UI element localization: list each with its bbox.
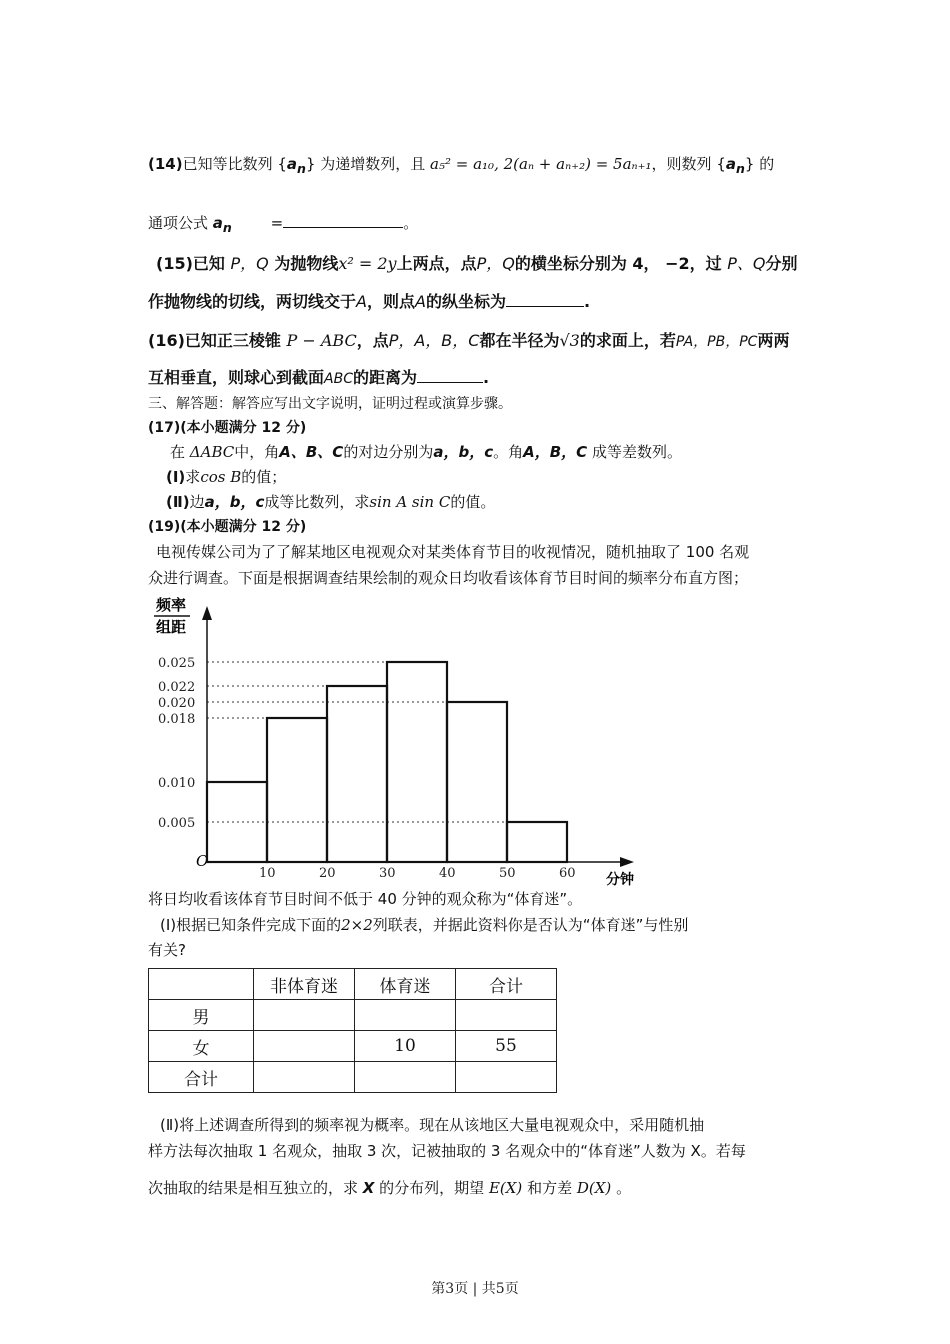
q16-text3: 都在半径为	[479, 331, 560, 350]
section-3-heading: 三、解答题：解答应写出文字说明，证明过程或演算步骤。	[148, 396, 512, 412]
q14-line2-prefix: 通项公式	[148, 214, 209, 232]
q19-part2-line3	[148, 1177, 631, 1198]
q17-header: (17)(本小题满分 12 分)	[148, 420, 307, 436]
x-axis-label: 分钟	[606, 872, 634, 888]
origin-label: O	[196, 852, 209, 870]
q15-A: A	[356, 292, 367, 311]
q17-p1-t2: 的值；	[241, 468, 287, 486]
table-header-row	[149, 969, 557, 1000]
contingency-table	[148, 968, 557, 1093]
y-label-top: 频率	[156, 596, 187, 614]
y-tick-label: 0.022	[158, 680, 196, 695]
q14-text1: 已知等比数列 {	[182, 155, 287, 173]
table-header-cell: 合计	[456, 969, 557, 1000]
q17-t1: 在	[170, 443, 186, 461]
y-tick-label: 0.020	[158, 696, 196, 711]
q16-end: .	[483, 368, 490, 387]
q16-text1: 已知正三棱锥	[184, 331, 281, 350]
q17-p2-t3: 的值。	[450, 493, 496, 511]
q19-p2-t3: 和方差	[527, 1179, 573, 1197]
table-cell[interactable]	[456, 1062, 557, 1093]
q16-sqrt3: √3	[559, 331, 580, 350]
q19-intro-2: 众进行调查。下面是根据调查结果绘制的观众日均收看该体育节目时间的频率分布直方图；	[148, 569, 749, 587]
q17-p2-t1: 边	[189, 493, 205, 511]
q19-definition: 将日均收看该体育节目时间不低于 40 分钟的观众称为“体育迷”。	[148, 890, 583, 908]
q15-line2	[148, 289, 590, 312]
table-header-cell: 体育迷	[355, 969, 456, 1000]
q14-end: 。	[403, 214, 419, 232]
q14-an-sub-3: n	[222, 220, 232, 235]
q19-part2-line1: (Ⅱ)将上述调查所得到的频率视为概率。现在从该地区大量电视观众中，采用随机抽	[160, 1116, 705, 1134]
q15-A-2: A	[414, 292, 426, 311]
q17-t5: 成等差数列。	[591, 443, 682, 461]
q19-p2-t2: 的分布列，期望	[379, 1179, 485, 1197]
table-cell[interactable]	[254, 1000, 355, 1031]
y-tick-label: 0.025	[158, 656, 196, 671]
q14-an-2: a	[725, 155, 736, 173]
row-label-female: 女	[149, 1031, 254, 1062]
q19-2x2: 2×2	[341, 916, 373, 934]
q15-pq-3: P、Q	[727, 254, 766, 273]
histogram-bar	[267, 718, 327, 862]
histogram-bar	[447, 702, 507, 862]
table-cell: 55	[456, 1031, 557, 1062]
q17-p2-sides: a，b，c	[204, 493, 265, 511]
q16-label: (16)	[148, 331, 185, 350]
q16-edges: PA，PB，PC	[675, 334, 758, 350]
q19-x: X	[362, 1179, 375, 1197]
x-tick-label: 60	[559, 866, 576, 881]
q15-text4: 的横坐标分别为 4， −2，过	[514, 254, 722, 273]
q19-expectation: E(X)	[488, 1179, 523, 1197]
q14-line1	[148, 153, 774, 176]
row-label-male: 男	[149, 1000, 254, 1031]
q16-line2a: 互相垂直，则球心到截面	[148, 368, 325, 387]
table-header-cell: 非体育迷	[254, 969, 355, 1000]
x-tick-label: 30	[379, 866, 396, 881]
q17-t2: 中，角	[234, 443, 280, 461]
q14-an: a	[286, 155, 298, 173]
q15-label: (15)	[156, 254, 193, 273]
q16-line2b: 的距离为	[352, 368, 417, 387]
q17-cosb: cos B	[200, 468, 242, 486]
y-tick-label: 0.005	[158, 816, 196, 831]
q14-text2: } 为递增数列，且	[305, 155, 426, 173]
q19-p1-t1: (Ⅰ)根据已知条件完成下面的	[160, 916, 342, 934]
q16-text2: ，点	[356, 331, 389, 350]
q19-part1-line1	[160, 914, 688, 935]
y-axis-arrow	[202, 606, 212, 620]
answer-blank-16[interactable]	[417, 368, 483, 383]
q17-p2-t2: 成等比数列，求	[264, 493, 370, 511]
y-label-bottom: 组距	[156, 618, 187, 636]
q19-part1-line2: 有关?	[148, 941, 186, 959]
q17-part2	[166, 491, 495, 512]
q19-variance: D(X)	[576, 1179, 612, 1197]
y-tick-label: 0.010	[158, 776, 196, 791]
q15-line1	[156, 251, 798, 274]
table-row	[149, 1031, 557, 1062]
q16-pabc: P − ABC	[286, 331, 357, 350]
answer-blank-14[interactable]	[283, 213, 403, 228]
q16-pts: P，A，B，C	[388, 331, 480, 350]
q16-text4: 的求面上，若	[579, 331, 676, 350]
frequency-histogram	[150, 594, 640, 892]
q15-pq-2: P，Q	[476, 254, 515, 273]
table-cell[interactable]	[254, 1062, 355, 1093]
q15-parabola: x² = 2y	[338, 254, 397, 273]
q14-line2	[148, 212, 418, 235]
q15-line2b: ，则点	[366, 292, 415, 311]
histogram-bar	[327, 686, 387, 862]
answer-blank-15[interactable]	[506, 292, 584, 307]
histogram-bar	[507, 822, 567, 862]
q14-an-sub: n	[297, 161, 306, 176]
x-tick-label: 10	[259, 866, 276, 881]
q14-an-3: a	[212, 214, 223, 232]
q19-p2-end: 。	[616, 1179, 632, 1197]
q17-p1-label: (Ⅰ)	[166, 468, 186, 486]
table-cell[interactable]	[254, 1031, 355, 1062]
q19-p1-t2: 列联表，并据此资料你是否认为“体育迷”与性别	[372, 916, 689, 934]
row-label-total: 合计	[149, 1062, 254, 1093]
q19-p2-t1: 次抽取的结果是相互独立的，求	[148, 1179, 359, 1197]
q15-line2a: 作抛物线的切线，两切线交于	[148, 292, 357, 311]
q17-stem	[170, 441, 682, 462]
q17-triangle: ΔABC	[189, 443, 235, 461]
q17-t4: 。角	[493, 443, 524, 461]
table-cell[interactable]	[456, 1000, 557, 1031]
q15-text2: 为抛物线	[274, 254, 339, 273]
q15-text5: 分别	[765, 254, 798, 273]
q17-p2-label: (Ⅱ)	[166, 493, 190, 511]
y-tick-label: 0.018	[158, 712, 196, 727]
q16-text5: 两两	[757, 331, 790, 350]
q15-pq: P，Q	[230, 254, 269, 273]
q14-an-sub-2: n	[735, 161, 745, 176]
histogram-bar	[387, 662, 447, 862]
q16-abc: ABC	[324, 371, 353, 387]
q14-text4: } 的	[744, 155, 775, 173]
page-footer: 第3页 | 共5页	[431, 1281, 519, 1297]
q19-part2-line2: 样方法每次抽取 1 名观众，抽取 3 次，记被抽取的 3 名观众中的“体育迷”人数为 X。若每	[148, 1142, 746, 1160]
q15-text1: 已知	[192, 254, 225, 273]
q14-formula: a₅² = a₁₀, 2(aₙ + aₙ₊₂) = 5aₙ₊₁	[430, 155, 652, 173]
q17-angles: A、B、C	[279, 443, 344, 461]
q16-line2	[148, 365, 489, 388]
table-row	[149, 1062, 557, 1093]
q16-line1	[148, 328, 789, 351]
q17-sinasinc: sin A sin C	[369, 493, 451, 511]
table-cell[interactable]	[355, 1062, 456, 1093]
table-cell: 10	[355, 1031, 456, 1062]
table-header-cell	[149, 969, 254, 1000]
q14-label: (14)	[148, 155, 183, 173]
table-row	[149, 1000, 557, 1031]
q14-text3: ，则数列 {	[651, 155, 726, 173]
q17-sides: a，b，c	[433, 443, 494, 461]
q17-t3: 的对边分别为	[343, 443, 434, 461]
x-tick-label: 50	[499, 866, 516, 881]
q17-part1	[166, 466, 286, 487]
q17-angles-2: A，B，C	[523, 443, 588, 461]
q19-header: (19)(本小题满分 12 分)	[148, 519, 307, 535]
q19-intro-1: 电视传媒公司为了了解某地区电视观众对某类体育节目的收视情况，随机抽取了 100 名观	[156, 543, 750, 561]
x-axis-arrow	[620, 857, 634, 867]
q15-text3: 上两点，点	[396, 254, 477, 273]
q15-line2c: 的纵坐标为	[425, 292, 506, 311]
table-cell[interactable]	[355, 1000, 456, 1031]
x-tick-label: 40	[439, 866, 456, 881]
q14-eq: =	[270, 214, 284, 232]
q17-p1-t1: 求	[185, 468, 201, 486]
q15-end: .	[583, 292, 591, 311]
x-tick-label: 20	[319, 866, 336, 881]
